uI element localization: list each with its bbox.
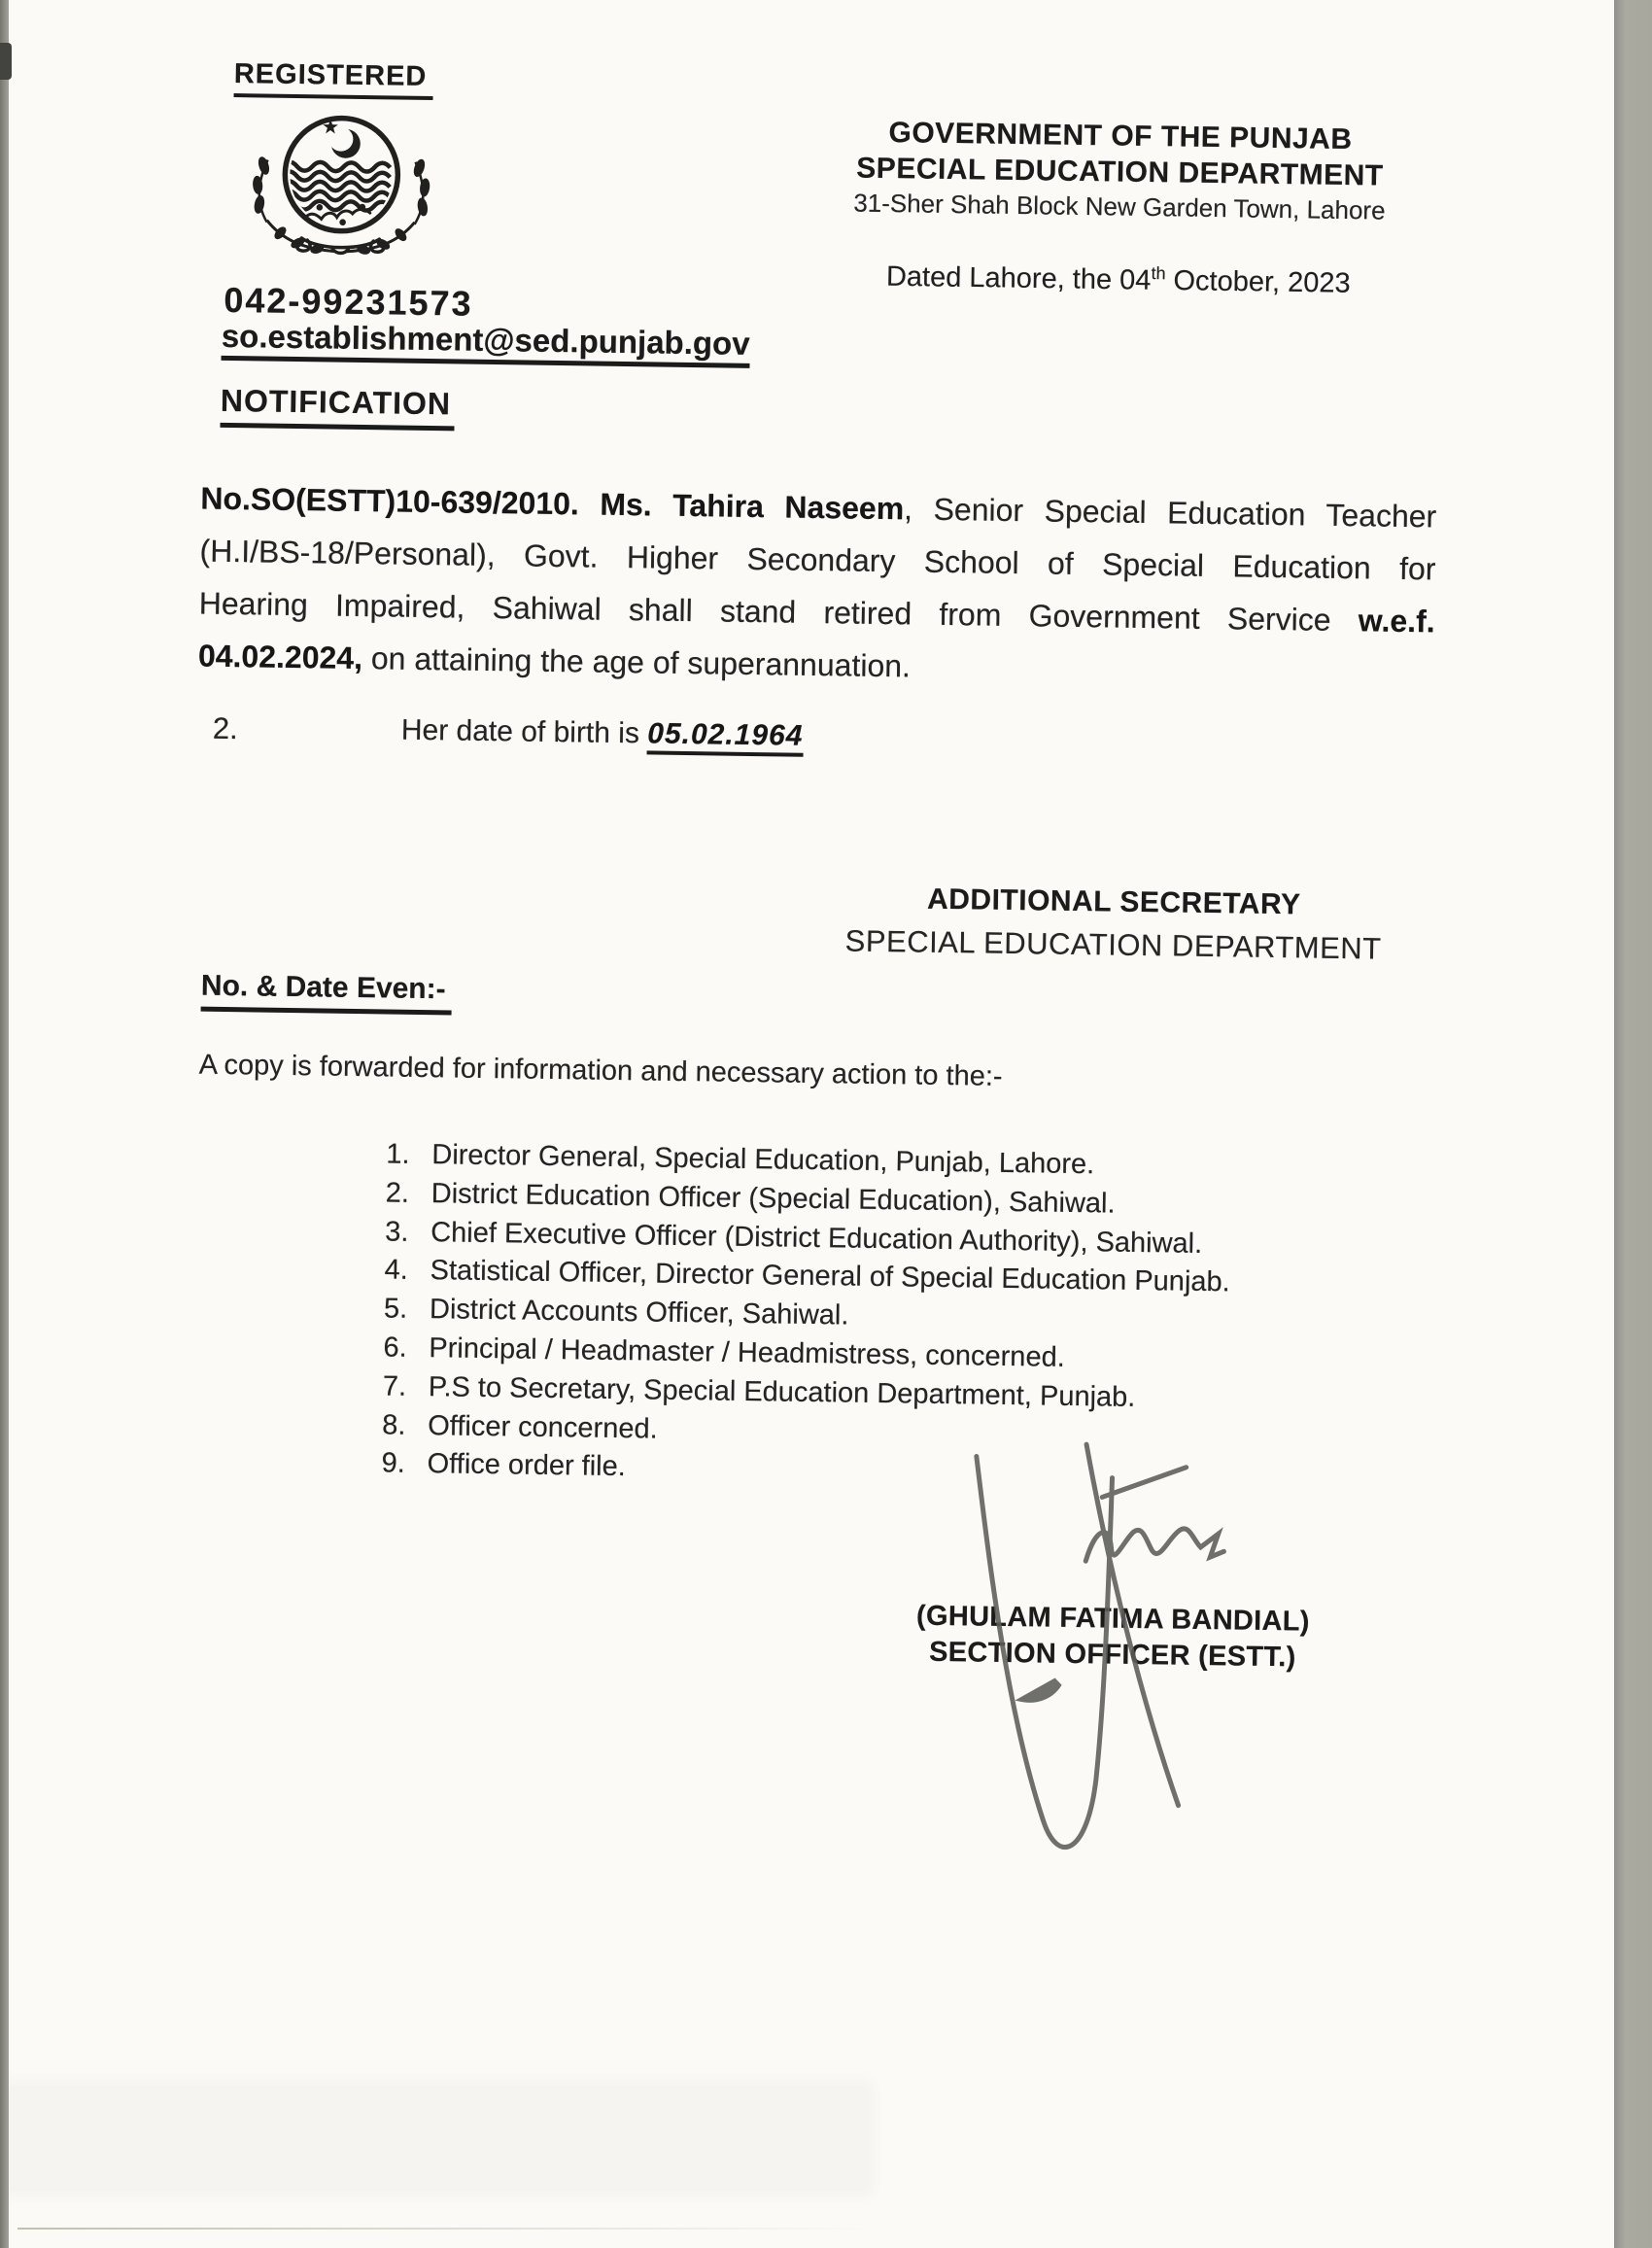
letterhead <box>793 116 1447 302</box>
distribution-item-text: Principal / Headmaster / Headmistress, concerned. <box>429 1332 1066 1373</box>
scan-edge-left <box>0 0 9 2248</box>
dob-line-number: 2. <box>212 710 238 746</box>
dob-line-text: Her date of birth is 05.02.1964 <box>401 714 804 753</box>
scan-edge-right <box>1614 0 1652 2248</box>
distribution-item-number: 9. <box>381 1447 406 1480</box>
distribution-item-text: Statistical Officer, Director General of Special Education Punjab. <box>430 1255 1230 1298</box>
distribution-item-number: 1. <box>386 1138 410 1170</box>
distribution-item-number: 7. <box>382 1370 407 1402</box>
registered-stamp: REGISTERED <box>234 58 433 100</box>
punjab-government-crest-logo <box>241 103 437 259</box>
reference-label: No. & Date Even:- <box>201 970 452 1016</box>
distribution-item-text: P.S to Secretary, Special Education Department, Punjab. <box>428 1370 1136 1413</box>
notification-heading: NOTIFICATION <box>220 383 455 432</box>
letterhead-date: Dated Lahore, the 04th October, 2023 <box>885 260 1351 299</box>
distribution-item-number: 6. <box>383 1332 407 1364</box>
distribution-item-number: 3. <box>384 1216 409 1248</box>
paragraph-bold-tail: w.e.f. <box>1358 603 1435 640</box>
paragraph-bold-lead: No.SO(ESTT)10-639/2010. Ms. Tahira Naseem <box>200 480 905 527</box>
signatory-top-block <box>792 882 1434 968</box>
paragraph-text: , Senior Special Education Teacher <box>903 491 1437 535</box>
distribution-item-text: Director General, Special Education, Punjab, Lahore. <box>431 1139 1095 1181</box>
distribution-item-text: District Education Officer (Special Education), Sahiwal. <box>430 1177 1116 1220</box>
phone-number: 042-99231573 <box>224 279 473 324</box>
scan-edge-mark <box>0 43 12 80</box>
letterhead-address: 31-Sher Shah Block New Garden Town, Lahore <box>853 188 1386 225</box>
letterhead-department: SPECIAL EDUCATION DEPARTMENT <box>856 152 1384 192</box>
distribution-item-text: District Accounts Officer, Sahiwal. <box>429 1294 849 1332</box>
paragraph-bold-lead: 04.02.2024, <box>197 638 363 676</box>
paragraph-text: Hearing Impaired, Sahiwal shall stand retired from Government Service <box>198 585 1359 639</box>
scan-crease-line <box>17 2228 873 2230</box>
distribution-item-text: Office order file. <box>427 1448 627 1483</box>
email-address: so.establishment@sed.punjab.gov <box>221 318 749 368</box>
date-ordinal-superscript: th <box>1151 263 1166 284</box>
distribution-item-number: 5. <box>383 1293 408 1325</box>
notification-body-paragraph <box>198 472 1437 701</box>
date-of-birth-value: 05.02.1964 <box>647 717 804 756</box>
signatory-top-title: ADDITIONAL SECRETARY <box>926 882 1301 921</box>
distribution-list <box>381 1135 1455 1499</box>
distribution-item-number: 4. <box>384 1254 409 1287</box>
paragraph-text: (H.I/BS-18/Personal), Govt. Higher Secondary School of Special Education for <box>199 533 1436 587</box>
distribution-item-text: Officer concerned. <box>428 1409 658 1445</box>
letterhead-government: GOVERNMENT OF THE PUNJAB <box>888 117 1353 156</box>
distribution-item-text: Chief Executive Officer (District Education Authority), Sahiwal. <box>430 1216 1203 1260</box>
distribution-item-number: 8. <box>382 1409 406 1441</box>
signatory-name: (GHULAM FATIMA BANDIAL) <box>915 1600 1310 1638</box>
dob-line <box>0 708 1641 771</box>
signatory-top-department: SPECIAL EDUCATION DEPARTMENT <box>844 923 1382 966</box>
paragraph-text: on attaining the age of superannuation. <box>361 640 912 684</box>
copy-forwarded-line: A copy is forwarded for information and necessary action to the:- <box>198 1049 1003 1092</box>
signatory-bottom-block <box>811 1597 1415 1677</box>
distribution-item-number: 2. <box>385 1177 410 1209</box>
signatory-title: SECTION OFFICER (ESTT.) <box>928 1636 1296 1674</box>
